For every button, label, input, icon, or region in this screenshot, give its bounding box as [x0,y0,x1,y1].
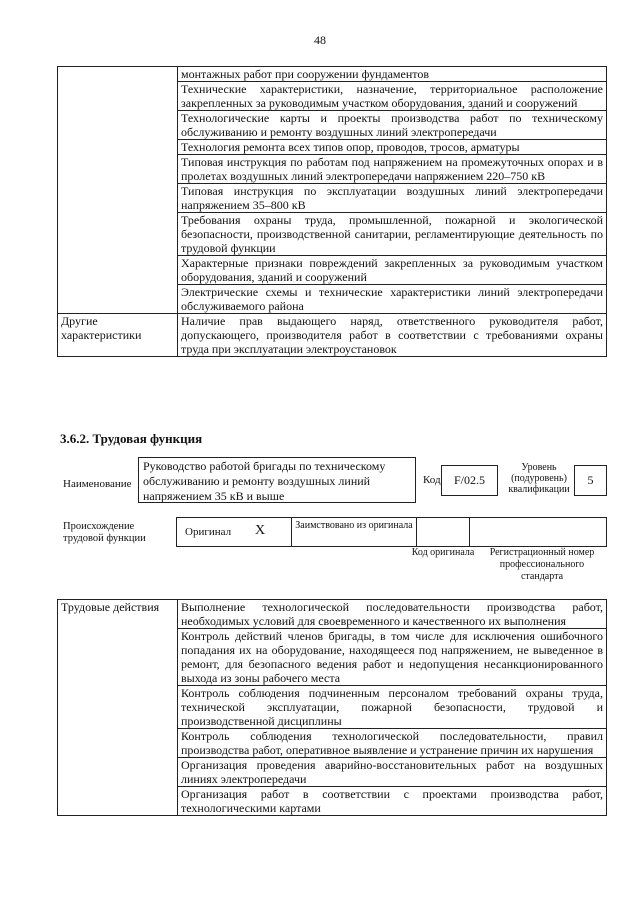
function-name-box: Руководство работой бригады по техническому обслуживанию и ремонту воздушных линий напряжением 35 кВ и выше [138,457,416,503]
borrowed-box [291,517,417,547]
table-cell: Организация проведения аварийно-восстановительных работ на воздушных линиях электропередачи [178,758,607,787]
page-number: 48 [314,33,326,47]
table-row [58,314,607,357]
level-label: Уровень (подуровень) квалификации [508,462,570,495]
table-cell: Организация работ в соответствии с проектами производства работ, технологическими картами [178,787,607,816]
code-caption: Код оригинала [411,547,475,558]
table-cell: монтажных работ при сооружении фундаментов [178,67,607,82]
reg-caption: Регистрационный номер профессионального стандарта [489,547,595,582]
table-cell: Типовая инструкция по работам под напряжением на промежуточных опорах и в пролетах воздушных линий электропередачи напряжением 220–750 кВ [178,155,607,184]
table-cell: Технология ремонта всех типов опор, проводов, тросов, арматуры [178,140,607,155]
table-left-cell [58,67,178,314]
table-cell: Характерные признаки повреждений закрепленных за руководимым участком оборудования, зданий и сооружений [178,256,607,285]
knowledge-table [57,66,607,357]
name-label: Наименование [63,478,132,490]
reg-number-box [469,517,607,547]
table-left-cell: Другие характеристики [58,314,178,357]
table-cell: Наличие прав выдающего наряд, ответственного руководителя работ, допускающего, производителя работ в соответствии с требованиями охраны труда при эксплуатации электроустановок [178,314,607,357]
table-cell: Технологические карты и проекты производства работ по техническому обслуживанию и ремонту воздушных линий электропередачи [178,111,607,140]
original-mark: X [255,523,266,538]
labor-actions-table [57,599,607,816]
origin-label: Происхождение трудовой функции [63,521,146,544]
original-box [176,517,292,547]
table-row [58,67,607,82]
table-cell: Выполнение технологической последовательности производства работ, необходимых условий для своевременного и качественного их выполнения [178,600,607,629]
table-cell: Технические характеристики, назначение, территориальное расположение закрепленных за руководимым участком оборудования, зданий и сооружений [178,82,607,111]
table-row [58,600,607,629]
table-cell: Контроль соблюдения подчиненным персоналом требований охраны труда, технической эксплуатации, пожарной безопасности, трудовой и производственной дисциплины [178,686,607,729]
section-title: 3.6.2. Трудовая функция [60,431,203,446]
code-value-box: F/02.5 [441,465,498,496]
borrowed-label: Заимствовано из оригинала [295,520,413,531]
table-left-cell: Трудовые действия [58,600,178,816]
table-cell: Требования охраны труда, промышленной, пожарной и экологической безопасности, производственной санитарии, регламентирующие деятельность по трудовой функции [178,213,607,256]
table-cell: Контроль действий членов бригады, в том числе для исключения ошибочного попадания их на оборудование, находящееся под напряжением, не выведенное в ремонт, для безопасного ведения работ и недопущения несанкционированного выхода из зоны рабочего места [178,629,607,686]
table-cell: Контроль соблюдения технологической последовательности, правил производства работ, оперативное выявление и устранение причин их нарушения [178,729,607,758]
table-cell: Электрические схемы и технические характеристики линий электропередачи обслуживаемого района [178,285,607,314]
original-label: Оригинал [185,526,232,538]
table-cell: Типовая инструкция по эксплуатации воздушных линий электропередачи напряжением 35–800 кВ [178,184,607,213]
original-code-box [416,517,470,547]
code-label: Код [423,474,441,486]
level-value-box: 5 [574,465,607,496]
